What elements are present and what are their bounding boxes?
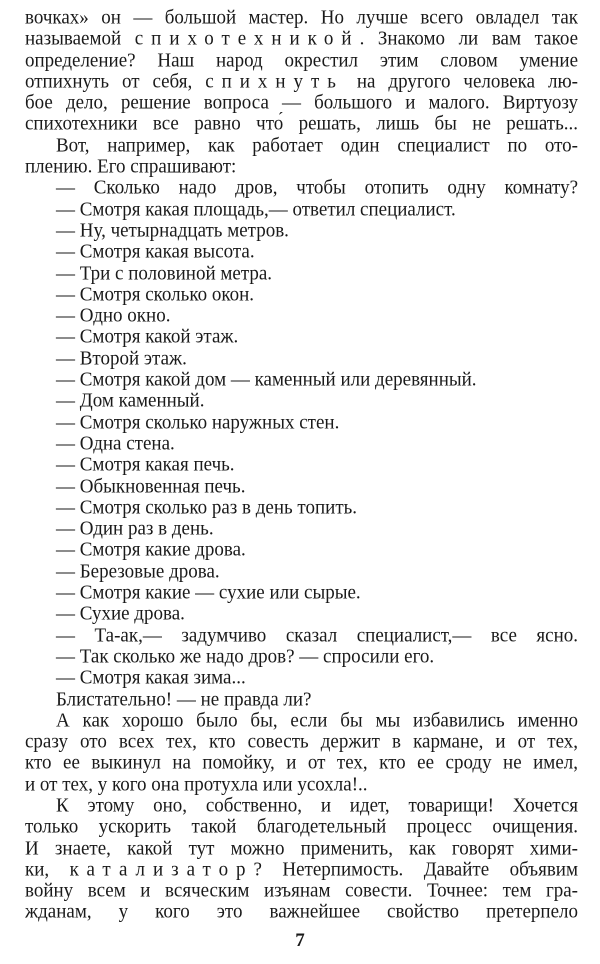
text-segment: — Так сколько же надо дров? — спросили его. bbox=[56, 644, 435, 668]
text-segment: — Смотря какой этаж. bbox=[56, 325, 239, 349]
text-segment: плению. Его спрашивают: bbox=[25, 155, 237, 178]
text-segment: называемой bbox=[25, 27, 135, 50]
text-segment: — Ну, четырнадцать метров. bbox=[56, 218, 289, 242]
text-segment: — Березовые дрова. bbox=[56, 559, 220, 583]
text-segment: на другого человека лю- bbox=[343, 69, 578, 93]
text-line bbox=[25, 858, 578, 881]
text-line bbox=[25, 475, 578, 498]
text-segment: — Смотря какая высота. bbox=[56, 240, 255, 263]
text-segment: жданам, у кого это важнейшее свойство претерпело bbox=[25, 900, 578, 924]
text-line bbox=[25, 176, 578, 199]
text-line bbox=[25, 645, 578, 668]
text-line bbox=[25, 155, 578, 178]
text-line bbox=[25, 368, 578, 391]
text-line bbox=[25, 879, 578, 902]
text-segment: отпихнуть от себя, bbox=[25, 69, 206, 93]
spaced-emphasis-word: спихотехникой bbox=[134, 27, 360, 50]
text-segment: — Смотря сколько окон. bbox=[56, 282, 255, 306]
spaced-emphasis-word: катализатор bbox=[69, 857, 254, 881]
text-line bbox=[25, 496, 578, 519]
text-segment: — Та-ак,— задумчиво сказал специалист,— все ясно. bbox=[56, 623, 578, 647]
text-line bbox=[25, 581, 578, 604]
text-line bbox=[25, 517, 578, 540]
text-line bbox=[25, 709, 578, 732]
text-line bbox=[25, 688, 578, 711]
text-line bbox=[25, 773, 578, 796]
text-line bbox=[25, 262, 578, 285]
text-line bbox=[25, 411, 578, 434]
book-page-text bbox=[25, 6, 578, 922]
text-line bbox=[25, 240, 578, 263]
page-number: 7 bbox=[295, 930, 305, 951]
text-segment: Блистательно! — не правда ли? bbox=[56, 687, 312, 711]
spaced-emphasis-word: спихнуть bbox=[205, 69, 344, 93]
text-segment: спихотехники все равно что́ решать, лишь бы не решать... bbox=[25, 112, 578, 136]
text-segment: — Смотря какие — сухие или сырые. bbox=[56, 581, 361, 604]
text-line bbox=[25, 6, 578, 29]
text-line bbox=[25, 794, 578, 817]
text-segment: И знаете, какой тут можно применить, как говорят хими- bbox=[25, 836, 578, 860]
text-segment: — Смотря какая зима... bbox=[56, 666, 246, 689]
text-line bbox=[25, 730, 578, 753]
text-segment: — Дом каменный. bbox=[56, 389, 205, 413]
text-line bbox=[25, 624, 578, 647]
text-segment: — Три с половиной метра. bbox=[56, 261, 273, 285]
text-segment: только ускорить такой благодетельный процесс очищения. bbox=[25, 815, 578, 838]
text-line bbox=[25, 432, 578, 455]
text-segment: А как хорошо было бы, если бы мы избавились именно bbox=[56, 708, 578, 732]
text-segment: Вот, например, как работает один специалист по ото- bbox=[56, 133, 578, 157]
text-segment: — Смотря какие дрова. bbox=[56, 538, 246, 562]
text-segment: . Знакомо ли вам такое bbox=[359, 27, 578, 50]
text-line bbox=[25, 198, 578, 221]
text-segment: К этому оно, собственно, и идет, товарищи! Хочется bbox=[56, 793, 578, 817]
text-line bbox=[25, 304, 578, 327]
text-line bbox=[25, 283, 578, 306]
text-line bbox=[25, 560, 578, 583]
text-line bbox=[25, 837, 578, 860]
text-line bbox=[25, 112, 578, 135]
text-segment: — Смотря какой дом — каменный или деревянный. bbox=[56, 368, 477, 391]
text-line bbox=[25, 602, 578, 625]
text-line bbox=[25, 325, 578, 348]
text-segment: ки, bbox=[25, 857, 70, 881]
text-segment: — Смотря сколько раз в день топить. bbox=[56, 495, 358, 519]
text-segment: — Смотря сколько наружных стен. bbox=[56, 410, 340, 434]
text-line bbox=[25, 91, 578, 114]
text-segment: — Смотря какая площадь,— ответил специалист. bbox=[56, 197, 456, 221]
text-segment: — Один раз в день. bbox=[56, 517, 214, 540]
text-segment: определение? Наш народ окрестил этим словом умение bbox=[25, 48, 578, 72]
text-segment: ? Нетерпимость. Давайте объявим bbox=[253, 857, 578, 881]
text-line bbox=[25, 538, 578, 561]
text-segment: кто ее выкинул на помойку, и от тех, кто ее сроду не имел, bbox=[25, 751, 578, 775]
text-segment: и от тех, у кого она протухла или усохла!.. bbox=[25, 772, 368, 796]
text-line bbox=[25, 900, 578, 923]
text-line bbox=[25, 70, 578, 93]
text-line bbox=[25, 347, 578, 370]
text-segment: — Одно окно. bbox=[56, 304, 171, 327]
text-segment: — Смотря какая печь. bbox=[56, 453, 235, 476]
text-line bbox=[25, 453, 578, 476]
text-line bbox=[25, 219, 578, 242]
text-segment: — Обыкновенная печь. bbox=[56, 474, 246, 498]
text-segment: — Одна стена. bbox=[56, 431, 175, 455]
text-line bbox=[25, 389, 578, 412]
text-segment: — Сухие дрова. bbox=[56, 602, 185, 625]
text-line bbox=[25, 751, 578, 774]
text-line bbox=[25, 134, 578, 157]
text-segment: сразу ото всех тех, кто совесть держит в кармане, и от тех, bbox=[25, 730, 578, 753]
text-line bbox=[25, 666, 578, 689]
text-segment: — Второй этаж. bbox=[56, 346, 187, 370]
text-line bbox=[25, 27, 578, 50]
text-segment: войну всем и всяческим изъянам совести. Точнее: тем гра- bbox=[25, 879, 578, 902]
text-segment: бое дело, решение вопроса — большого и малого. Виртуозу bbox=[25, 91, 578, 114]
text-segment: вочках» он — большой мастер. Но лучше всего овладел так bbox=[25, 6, 578, 29]
text-segment: — Сколько надо дров, чтобы отопить одну комнату? bbox=[56, 176, 578, 200]
text-line bbox=[25, 815, 578, 838]
text-line bbox=[25, 49, 578, 72]
